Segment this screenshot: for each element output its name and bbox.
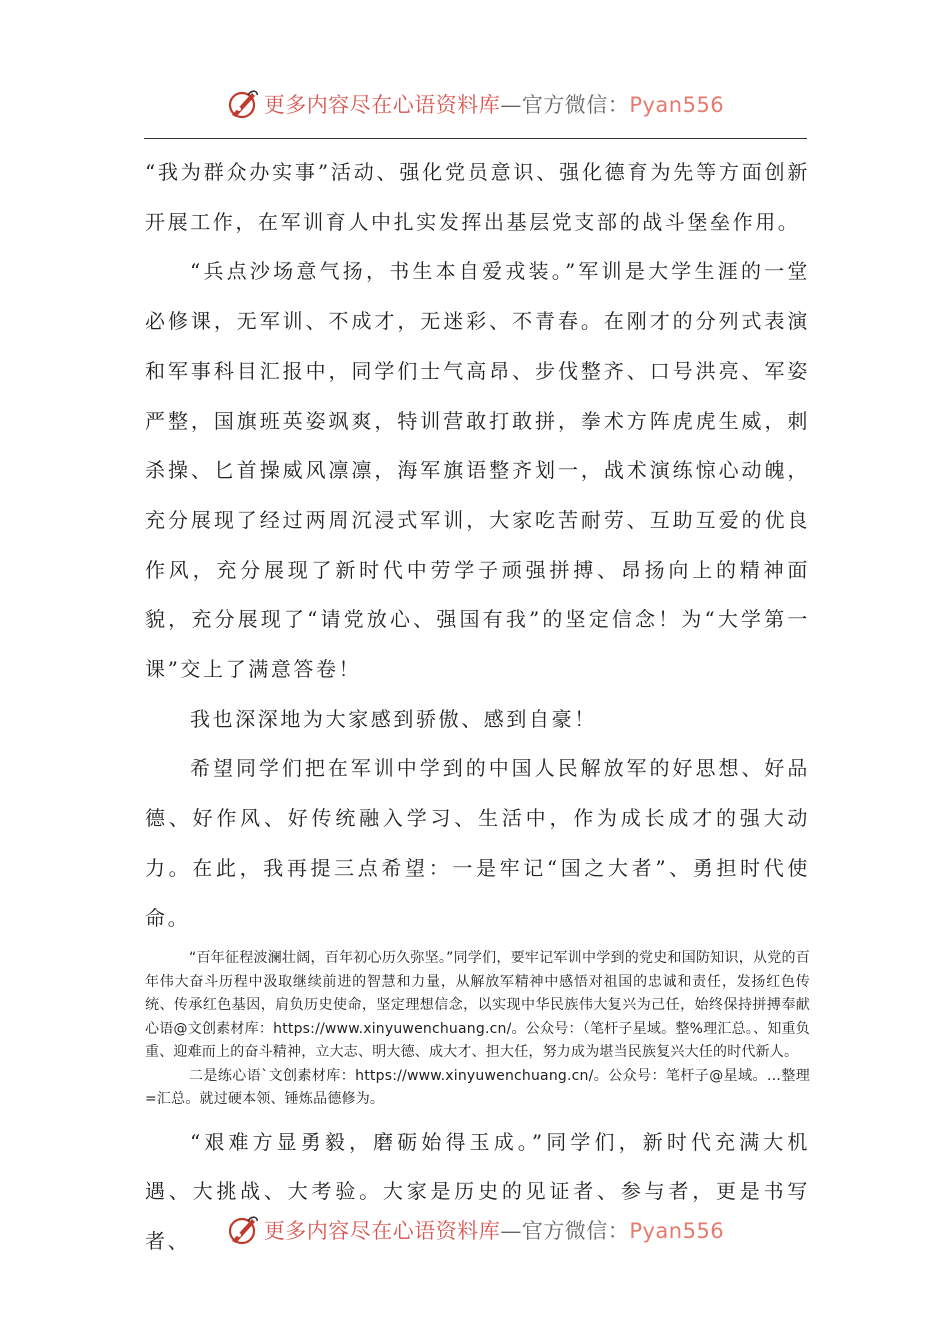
small-paragraph-1: “百年征程波澜壮阔，百年初心历久弥坚。”同学们，要牢记军训中学到的党史和国防知识，从党的百年伟大奋斗历程中汲取继续前进的智慧和力量，从解放军精神中感悟对祖国的忠诚和责任，发扬红色传统、传承红色基因，肩负历史使命，坚定理想信念，以实现中华民族伟大复兴为己任，始终保持拼搏奉献心语@文创素材库：https://www.xinyuwenchuang.cn/。公众号：（笔杆子星域。整%理汇总。、知重负重、迎难而上的奋斗精神，立大志、明大德、成大才、担大任，努力成为堪当民族复兴大任的时代新人。 xyxy=(145,950,810,1061)
footer-wechat-id: Pyan556 xyxy=(629,1219,725,1243)
document-body xyxy=(145,148,810,1267)
header-wechat-label: 官方微信： xyxy=(521,93,630,117)
header-dash: — xyxy=(500,93,522,117)
paragraph-4: 希望同学们把在军训中学到的中国人民解放军的好思想、好品德、好作风、好传统融入学习、生活中，作为成长成才的强大动力。在此，我再提三点希望：一是牢记“国之大者”、勇担时代使命。 xyxy=(145,756,810,930)
main-text-block xyxy=(145,148,810,943)
header-brand: 更多内容尽在心语资料库 xyxy=(263,93,501,117)
header-wechat-id: Pyan556 xyxy=(629,93,725,117)
paragraph-5: “艰难方显勇毅，磨砺始得玉成。”同学们，新时代充满大机遇、大挑战、大考验。大家是历史的见证者、参与者，更是书写者、 xyxy=(145,1129,810,1254)
paragraph-1: “我为群众办实事”活动、强化党员意识、强化德育为先等方面创新开展工作，在军训育人中扎实发挥出基层党支部的战斗堡垒作用。 xyxy=(145,160,810,234)
inserted-small-text xyxy=(145,947,810,1112)
small-paragraph-2: 二是练心语`文创素材库：https://www.xinyuwenchuang.cn/。公众号：笔杆子@星域。…整理=汇总。就过硬本领、锤炼品德修为。 xyxy=(145,1067,810,1108)
header-divider xyxy=(144,138,807,139)
quill-logo-icon xyxy=(226,87,260,121)
footer-wechat-label: 官方微信： xyxy=(521,1219,630,1243)
header-banner-text xyxy=(264,89,724,119)
footer-brand: 更多内容尽在心语资料库 xyxy=(263,1219,501,1243)
footer-banner xyxy=(0,1210,950,1250)
paragraph-2: “兵点沙场意气扬，书生本自爱戎装。”军训是大学生涯的一堂必修课，无军训、不成才，无迷彩、不青春。在刚才的分列式表演和军事科目汇报中，同学们士气高昂、步伐整齐、口号洪亮、军姿严整，国旗班英姿飒爽，特训营敢打敢拼，拳术方阵虎虎生威，刺杀操、匕首操威风凛凛，海军旗语整齐划一，战术演练惊心动魄，充分展现了经过两周沉浸式军训，大家吃苦耐劳、互助互爱的优良作风，充分展现了新时代中劳学子顽强拼搏、昂扬向上的精神面貌，充分展现了“请党放心、强国有我”的坚定信念！为“大学第一课”交上了满意答卷！ xyxy=(145,259,810,682)
footer-dash: — xyxy=(500,1219,522,1243)
quill-logo-icon xyxy=(226,1213,260,1247)
paragraph-3: 我也深深地为大家感到骄傲、感到自豪！ xyxy=(190,706,597,731)
footer-banner-text xyxy=(264,1215,724,1245)
header-banner xyxy=(0,84,950,124)
